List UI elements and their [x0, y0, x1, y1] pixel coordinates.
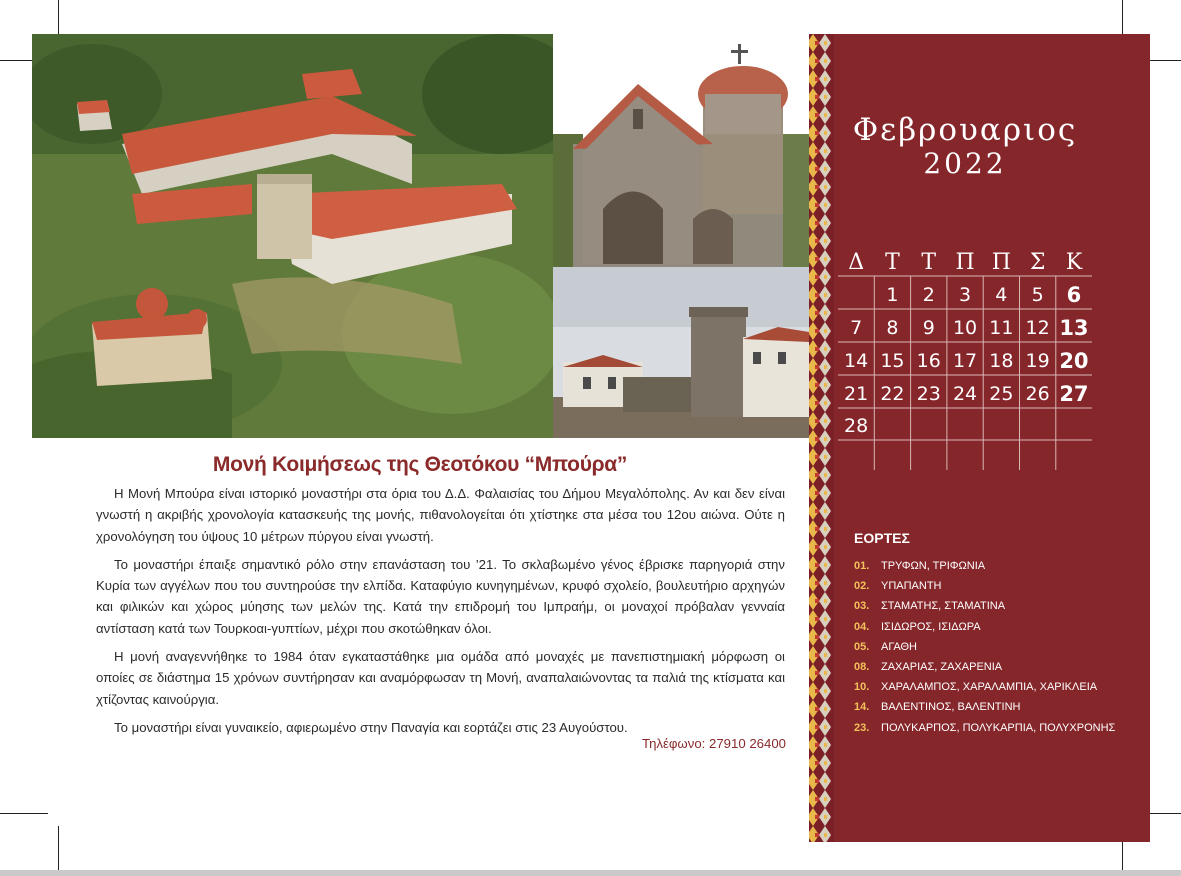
decorative-border: [809, 34, 834, 842]
calendar-grid: [838, 246, 1092, 443]
calendar-day-sunday: 27: [1059, 381, 1089, 406]
tower-photo: [553, 267, 809, 438]
feast-day: 05.: [854, 640, 870, 653]
calendar-day: [874, 410, 910, 443]
calendar-day: [911, 410, 947, 443]
calendar-week: [838, 410, 1092, 443]
calendar-day: 23: [916, 382, 941, 405]
article-title: Μονή Κοιμήσεως της Θεοτόκου “Μπούρα”: [212, 453, 628, 476]
feast-names: ΤΡΥΦΩΝ, ΤΡΙΦΩΝΙΑ: [881, 560, 986, 572]
calendar-day: 4: [995, 284, 1008, 307]
feast-names: ΒΑΛΕΝΤΙΝΟΣ, ΒΑΛΕΝΤΙΝΗ: [881, 701, 1021, 714]
aerial-photo: [32, 34, 553, 438]
feast-day: 01.: [854, 560, 870, 572]
feast-names: ΠΟΛΥΚΑΡΠΟΣ, ΠΟΛΥΚΑΡΠΙΑ, ΠΟΛΥΧΡΟΝΗΣ: [881, 721, 1116, 734]
calendar-day: 2: [922, 284, 935, 307]
feast-names: ΑΓΑΘΗ: [881, 640, 917, 653]
feasts-title: ΕΟΡΤΕΣ: [854, 530, 910, 546]
calendar-day: 26: [1025, 382, 1050, 405]
calendar-day: 28: [844, 415, 869, 438]
article-paragraph: Το μοναστήρι είναι γυναικείο, αφιερωμένο στην Παναγία και εορτάζει στις 23 Αυγούστου.: [114, 719, 628, 735]
calendar-day-sunday: [1056, 410, 1092, 443]
calendar-day: 25: [989, 382, 1014, 405]
calendar-day-sunday: 13: [1059, 315, 1089, 340]
crop-mark: [58, 0, 59, 34]
feast-item: [854, 722, 1144, 742]
page-bottom-edge: [0, 870, 1181, 876]
feast-item: [854, 600, 1144, 620]
feast-day: 23.: [854, 721, 870, 734]
feast-item: [854, 681, 1144, 701]
calendar-day: 12: [1025, 316, 1050, 339]
feast-names: ΧΑΡΑΛΑΜΠΟΣ, ΧΑΡΑΛΑΜΠΙΑ, ΧΑΡΙΚΛΕΙΑ: [881, 681, 1098, 694]
calendar-day: 22: [880, 382, 905, 405]
article-body: [96, 483, 785, 745]
feast-day: 04.: [854, 620, 870, 633]
feast-names: ΣΤΑΜΑΤΗΣ, ΣΤΑΜΑΤΙΝΑ: [881, 600, 1006, 613]
calendar-week: [838, 279, 1092, 312]
weekday-label: Π: [955, 249, 975, 275]
calendar-month: Φεβρουαριος: [852, 112, 1078, 148]
calendar-day-sunday: 20: [1059, 348, 1089, 373]
calendar-day: 16: [916, 349, 941, 372]
feasts-list: [854, 560, 1144, 742]
feast-day: 08.: [854, 660, 870, 673]
crop-mark: [0, 60, 34, 61]
weekday-label: Τ: [921, 249, 937, 275]
calendar-day: [1019, 410, 1055, 443]
feast-item: [854, 580, 1144, 600]
weekday-header: [838, 246, 1092, 279]
crop-mark: [1122, 0, 1123, 34]
calendar-day: 17: [952, 349, 978, 372]
feast-item: [854, 641, 1144, 661]
feast-day: 10.: [854, 681, 870, 694]
crop-mark: [0, 813, 48, 814]
calendar-day: 24: [952, 382, 978, 405]
feast-names: ΖΑΧΑΡΙΑΣ, ΖΑΧΑΡΕΝΙΑ: [881, 660, 1003, 673]
weekday-label: Δ: [848, 249, 865, 275]
phone-number: Τηλέφωνο: 27910 26400: [641, 736, 786, 751]
calendar-day-sunday: 6: [1066, 283, 1082, 308]
feast-item: [854, 621, 1144, 641]
crop-mark: [58, 826, 59, 870]
calendar-day: 5: [1031, 284, 1044, 307]
church-photo: [553, 34, 809, 267]
calendar-week: [838, 377, 1092, 410]
article-paragraph: Η Μονή Μπούρα είναι ιστορικό μοναστήρι στα όρια του Δ.Δ. Φαλαισίας του Δήμου Μεγαλόπολης. Αν και δεν είναι γνωστή η ακριβής χρονολογία κατασκευής της μονής, πιθανολογείται ότι χτίστηκε στα μέσα του 12ου αιώνα. Ούτε η χρονολόγηση του ύψους 10 μέτρων πύργου είναι γνωστή.: [96, 486, 785, 544]
weekday-label: Π: [991, 249, 1011, 275]
feast-item: [854, 661, 1144, 681]
calendar-day: 11: [989, 316, 1014, 339]
feast-item: [854, 701, 1144, 721]
weekday-label: Τ: [885, 249, 900, 275]
calendar-day: 14: [844, 349, 869, 372]
calendar-week: [838, 344, 1092, 377]
calendar-day: [947, 410, 983, 443]
feast-item: [854, 560, 1144, 580]
calendar-day: 15: [880, 349, 905, 372]
weekday-label: Σ: [1029, 249, 1046, 275]
feast-names: ΙΣΙΔΩΡΟΣ, ΙΣΙΔΩΡΑ: [881, 620, 981, 633]
calendar-day: 18: [989, 349, 1014, 372]
calendar-day: 19: [1025, 349, 1050, 372]
calendar-day: [838, 279, 874, 312]
feast-day: 03.: [854, 600, 870, 613]
calendar-day: 8: [886, 316, 899, 339]
article-paragraph: Η μονή αναγεννήθηκε το 1984 όταν εγκαταστάθηκε μια ομάδα από μοναχές με πανεπιστημιακή μόρφωση οι οποίες σε διάστημα 15 χρόνων συντήρησαν και αναμόρφωσαν τη Μονή, αναπαλαιώνοντας τα παλιά της κτίσματα και χτίζοντας καινούργια.: [96, 649, 785, 707]
calendar-day: 21: [844, 382, 869, 405]
feast-names: ΥΠΑΠΑΝΤΗ: [881, 580, 942, 593]
calendar-day: 7: [850, 316, 863, 339]
calendar-day: 3: [958, 284, 972, 307]
calendar-year: 2022: [923, 147, 1007, 180]
calendar-week: [838, 312, 1092, 345]
calendar-day: [983, 410, 1019, 443]
weekday-label: Κ: [1065, 249, 1083, 275]
crop-mark: [1147, 60, 1181, 61]
feast-day: 14.: [854, 701, 870, 714]
calendar-day: 10: [952, 316, 978, 339]
calendar-day: 9: [922, 316, 935, 339]
calendar-day: 1: [886, 284, 899, 307]
feast-day: 02.: [854, 580, 870, 593]
article-paragraph: Το μοναστήρι έπαιξε σημαντικό ρόλο στην επανάσταση του ’21. Το σκλαβωμένο γένος έβρισκε παρηγοριά στην Κυρία των αγγέλων που του συντηρούσε την ελπίδα. Καταφύγιο κυνηγημένων, κρυφό σχολείο, βουλευτήριο αρχηγών και φιλικών και χώρος μύησης των μελών της. Κατά την επιδρομή του Ιμπραήμ, οι μοναχοί πρόβαλαν γενναία αντίσταση κατά των Τουρκοαι-γυπτίων, μέχρι που σκοτώθηκαν όλοι.: [96, 556, 785, 636]
